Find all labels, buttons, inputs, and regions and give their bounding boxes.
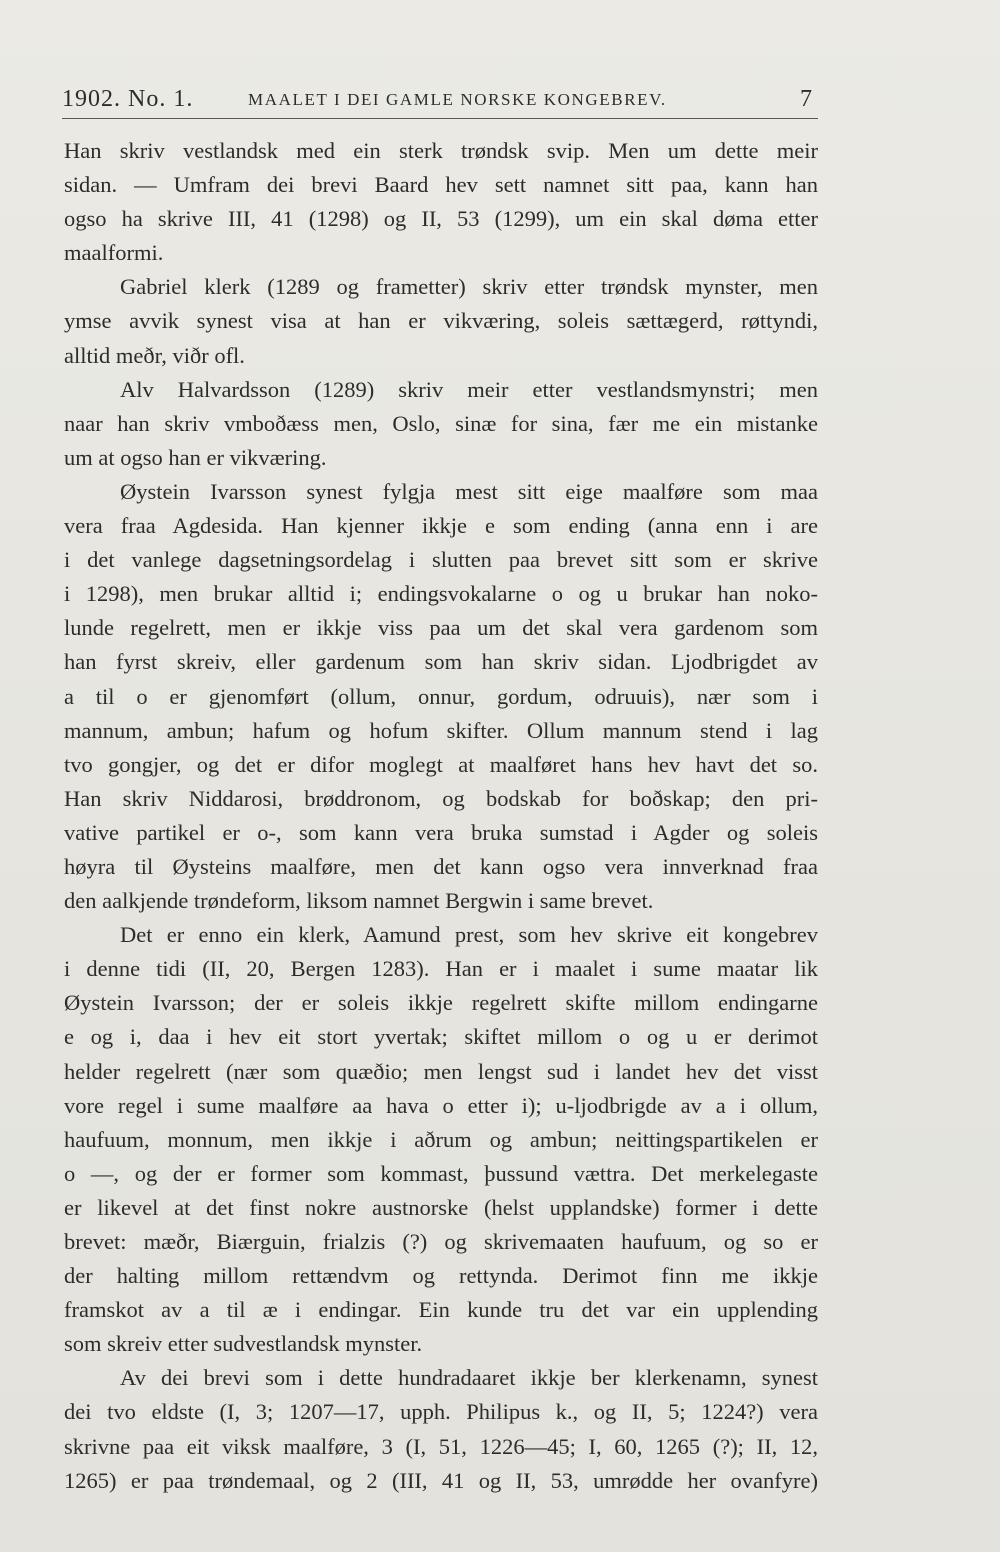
text-line: sidan. — Umfram dei brevi Baard hev sett namnet sitt paa, kann han: [64, 172, 818, 198]
text-line: Øystein Ivarsson; der er soleis ikkje regelrett skifte millom endingarne: [64, 990, 818, 1016]
page-number: 7: [800, 86, 812, 112]
text-line: der halting millom rettændvm og rettynda. Derimot finn me ikkje: [64, 1263, 818, 1289]
text-line: o —, og der er former som kommast, þussund vættra. Det merkelegaste: [64, 1160, 818, 1186]
text-line: maalformi.: [64, 240, 164, 266]
text-line: ogso ha skrive III, 41 (1298) og II, 53 (1299), um ein skal døma etter: [64, 206, 818, 232]
text-line: som skreiv etter sudvestlandsk mynster.: [64, 1331, 423, 1357]
text-line: i 1298), men brukar alltid i; endingsvokalarne o og u brukar han noko-: [64, 581, 818, 607]
text-line: i denne tidi (II, 20, Bergen 1283). Han er i maalet i sume maatar lik: [64, 956, 818, 982]
text-line: han fyrst skreiv, eller gardenum som han skriv sidan. Ljodbrigdet av: [64, 649, 818, 675]
text-line: framskot av a til æ i endingar. Ein kunde tru det var ein upplending: [64, 1297, 818, 1323]
text-line: den aalkjende trøndeform, liksom namnet Bergwin i same brevet.: [64, 888, 654, 914]
text-line: skrivne paa eit viksk maalføre, 3 (I, 51, 1226—45; I, 60, 1265 (?); II, 12,: [64, 1433, 818, 1459]
text-line: Han skriv vestlandsk med ein sterk trøndsk svip. Men um dette meir: [64, 138, 818, 163]
paragraph-first-line: Det er enno ein klerk, Aamund prest, som hev skrive eit kongebrev: [120, 922, 818, 948]
paragraph-first-line: Øystein Ivarsson synest fylgja mest sitt eige maalføre som maa: [120, 478, 818, 504]
header-title: MAALET I DEI GAMLE NORSKE KONGEBREV.: [248, 90, 667, 109]
text-line: naar han skriv vmboðæss men, Oslo, sinæ for sina, fær me ein mistanke: [64, 410, 818, 436]
text-line: høyra til Øysteins maalføre, men det kann ogso vera innverknad fraa: [64, 853, 818, 879]
text-line: mannum, ambun; hafum og hofum skifter. Ollum mannum stend i lag: [64, 717, 818, 743]
text-line: vore regel i sume maalføre aa hava o etter i); u-ljodbrigde av a i ollum,: [64, 1092, 818, 1118]
text-line: a til o er gjenomført (ollum, onnur, gordum, odruuis), nær som i: [64, 683, 818, 709]
text-line: tvo gongjer, og det er difor moglegt at maalføret hans hev havt det so.: [64, 751, 818, 777]
text-line: er likevel at det finst nokre austnorske (helst upplandske) former i dette: [64, 1194, 818, 1220]
paragraph-first-line: Alv Halvardsson (1289) skriv meir etter vestlandsmynstri; men: [120, 376, 818, 402]
text-line: alltid meðr, viðr ofl.: [64, 342, 245, 368]
text-line: brevet: mæðr, Biærguin, frialzis (?) og skrivemaaten haufuum, og so er: [64, 1229, 818, 1254]
text-line: lunde regelrett, men er ikkje viss paa um det skal vera gardenom som: [64, 615, 818, 641]
text-line: um at ogso han er vikværing.: [64, 444, 327, 470]
text-line: i det vanlege dagsetningsordelag i slutten paa brevet sitt som er skrive: [64, 547, 818, 573]
text-line: ymse avvik synest visa at han er vikværing, soleis sættægerd, røttyndi,: [64, 308, 818, 334]
text-line: vative partikel er o-, som kann vera bruka sumstad i Agder og soleis: [64, 819, 818, 845]
body-text: [64, 134, 818, 1498]
text-line: 1265) er paa trøndemaal, og 2 (III, 41 og II, 53, umrødde her ovanfyre): [64, 1467, 818, 1493]
text-line: helder regelrett (nær som quæðio; men lengst sud i landet hev det visst: [64, 1058, 818, 1084]
text-line: haufuum, monnum, men ikkje i aðrum og ambun; neittingspartikelen er: [64, 1126, 818, 1152]
paragraph-first-line: Av dei brevi som i dette hundradaaret ikkje ber klerkenamn, synest: [120, 1365, 818, 1391]
text-line: Han skriv Niddarosi, brøddronom, og bodskab for boðskap; den pri-: [64, 785, 818, 811]
running-header: [62, 84, 818, 119]
header-year-issue: 1902. No. 1.: [62, 86, 194, 112]
text-line: vera fraa Agdesida. Han kjenner ikkje e som ending (anna enn i are: [64, 513, 818, 539]
text-line: e og i, daa i hev eit stort yvertak; skiftet millom o og u er derimot: [64, 1024, 818, 1050]
paragraph-first-line: Gabriel klerk (1289 og frametter) skriv etter trøndsk mynster, men: [120, 274, 818, 300]
text-line: dei tvo eldste (I, 3; 1207—17, upph. Philipus k., og II, 5; 1224?) vera: [64, 1399, 818, 1425]
